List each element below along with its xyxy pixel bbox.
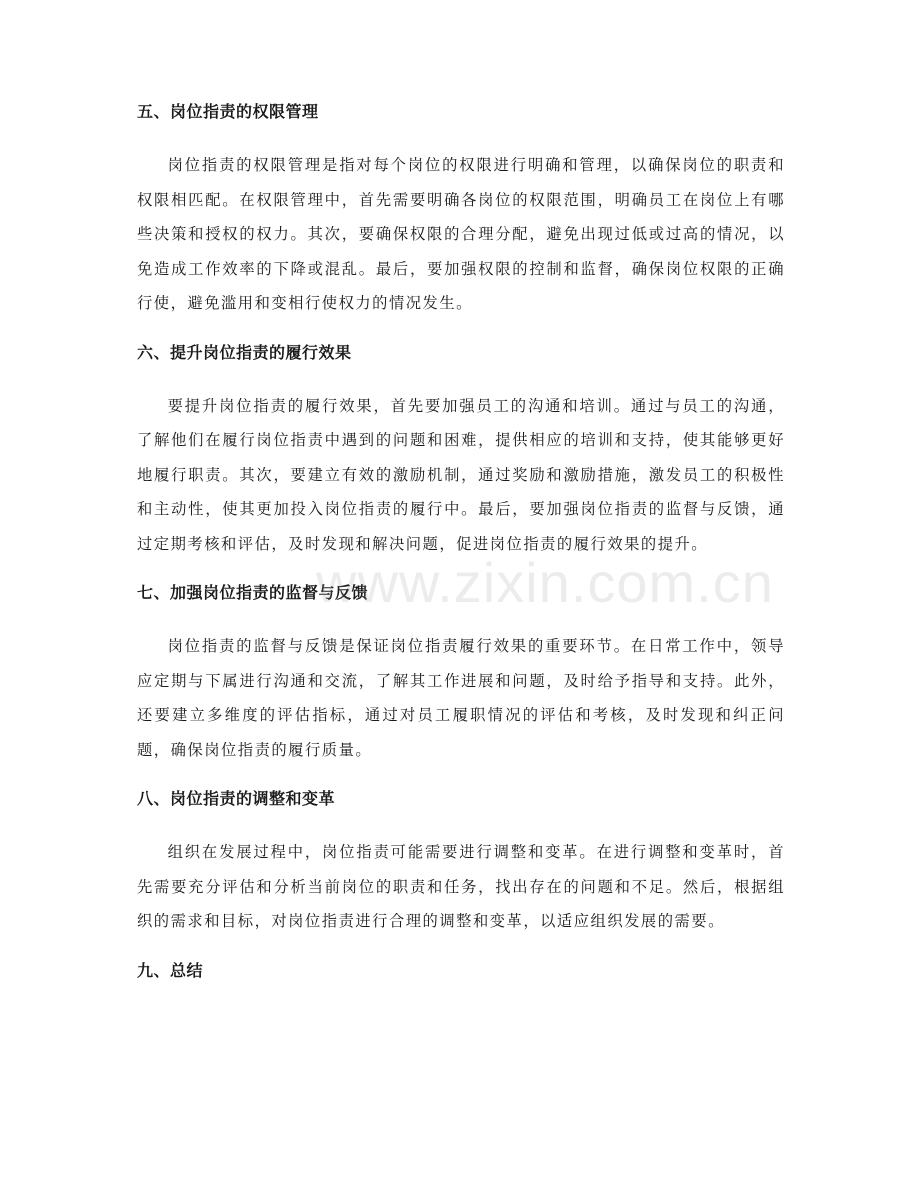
section-heading: 六、提升岗位指责的履行效果 — [137, 342, 352, 362]
section-paragraph: 岗位指责的权限管理是指对每个岗位的权限进行明确和管理，以确保岗位的职责和权限相匹配。在权限管理中，首先需要明确各岗位的权限范围，明确员工在岗位上有哪些决策和授权的权力。其次，要确保权限的合理分配，避免出现过低或过高的情况，以免造成工作效率的下降或混乱。最后，要加强权限的控制和监督，确保岗位权限的正确行使，避免滥用和变相行使权力的情况发生。 — [137, 156, 785, 312]
section-heading: 九、总结 — [137, 960, 204, 980]
section-9 — [137, 959, 785, 983]
section-heading: 八、岗位指责的调整和变革 — [137, 789, 336, 808]
section-paragraph: 岗位指责的监督与反馈是保证岗位指责履行效果的重要环节。在日常工作中，领导应定期与下属进行沟通和交流，了解其工作进展和问题，及时给予指导和支持。此外，还要建立多维度的评估指标，通过对员工履职情况的评估和考核，及时发现和纠正问题，确保岗位指责的履行质量。 — [137, 637, 785, 759]
section-5 — [137, 100, 785, 321]
section-heading: 五、岗位指责的权限管理 — [137, 102, 319, 121]
watermark: www.zixin.com.cn — [316, 551, 774, 614]
document-body — [137, 100, 785, 1007]
section-8 — [137, 787, 785, 939]
section-paragraph: 要提升岗位指责的履行效果，首先要加强员工的沟通和培训。通过与员工的沟通，了解他们在履行岗位指责中遇到的问题和困难，提供相应的培训和支持，使其能够更好地履行职责。其次，要建立有效的激励机制，通过奖励和激励措施，激发员工的积极性和主动性，使其更加投入岗位指责的履行中。最后，要加强岗位指责的监督与反馈，通过定期考核和评估，及时发现和解决问题，促进岗位指责的履行效果的提升。 — [137, 396, 785, 553]
section-6 — [137, 341, 785, 562]
section-paragraph: 组织在发展过程中，岗位指责可能需要进行调整和变革。在进行调整和变革时，首先需要充分评估和分析当前岗位的职责和任务，找出存在的问题和不足。然后，根据组织的需求和目标，对岗位指责进行合理的调整和变革，以适应组织发展的需要。 — [137, 843, 785, 930]
section-heading: 七、加强岗位指责的监督与反馈 — [137, 583, 369, 602]
section-7 — [137, 581, 785, 767]
